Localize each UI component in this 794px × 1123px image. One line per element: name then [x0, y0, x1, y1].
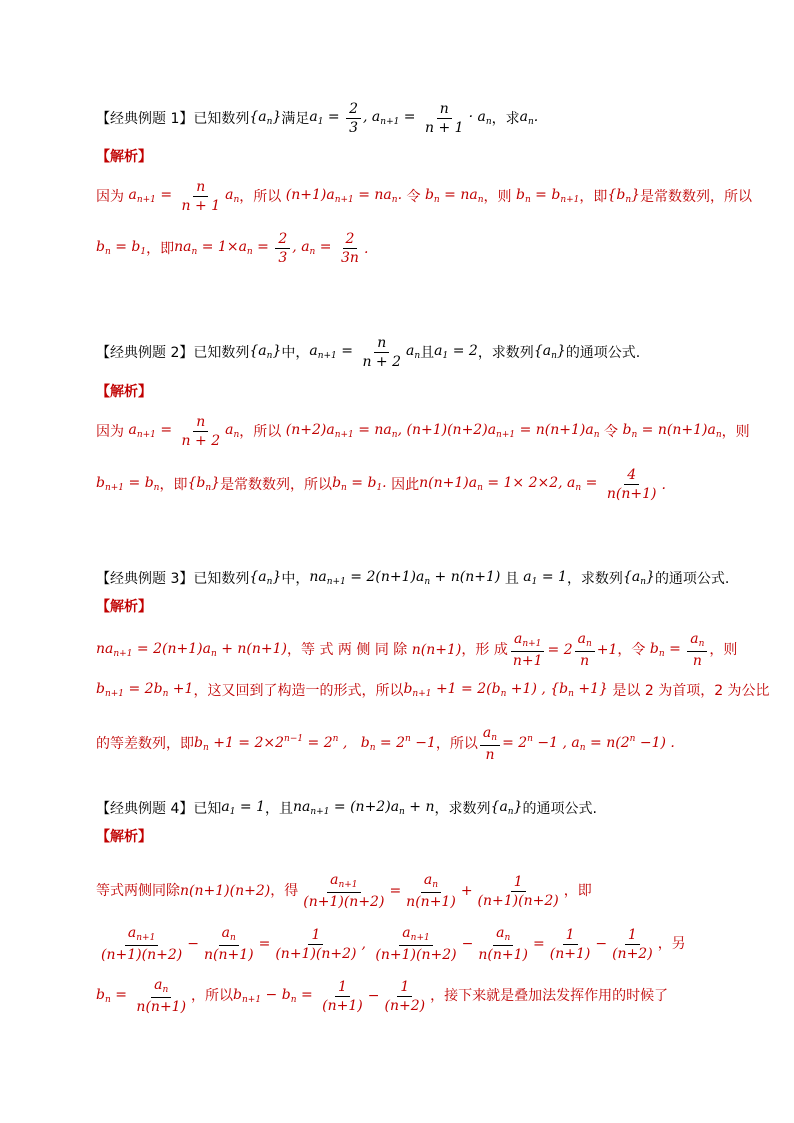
example-2-title: 【经典例题 2】	[96, 344, 194, 361]
math: $b_n = b_1$	[96, 239, 147, 257]
math: · $a_n$	[468, 109, 492, 127]
solution-text: 是常数数列，所以	[640, 188, 753, 205]
math: $b_{n+1} = 2b_n +1$	[96, 681, 194, 699]
example-1-prompt-2: 满足	[281, 110, 310, 127]
example-2-analysis-label	[96, 385, 698, 399]
math: $\{a_n\}$	[249, 343, 282, 361]
solution-text: ，接下来就是叠加法发挥作用的时候了	[430, 988, 669, 1004]
example-1-prompt-3: ，求	[491, 110, 520, 127]
math: = 2	[547, 642, 573, 658]
math: $a_{n+1}$ =	[128, 422, 177, 440]
math: $a_1 = 1$	[523, 569, 567, 587]
solution-text: ，这又回到了构造一的形式，所以	[193, 682, 404, 699]
math: +1	[596, 642, 618, 658]
example-2-prompt-4: ，求数列	[477, 344, 534, 361]
fraction: $\frac{n}{n + 1}$	[425, 101, 464, 136]
example-1-solution-line-1	[96, 179, 753, 214]
analysis-label: 【解析】	[96, 599, 152, 615]
fraction: $\frac{1}{(n+1)}$	[322, 978, 363, 1014]
solution-text: ，形 成	[461, 642, 508, 658]
example-3-prompt-4: ，求数列	[566, 570, 623, 587]
solution-text: ，则	[721, 423, 750, 440]
example-2-prompt-3: 且	[420, 344, 435, 361]
math: $\{a_n\}$	[622, 569, 655, 587]
analysis-label: 【解析】	[96, 384, 152, 400]
example-4-prompt: 已知	[193, 800, 222, 817]
solution-text: ，所以	[239, 188, 282, 205]
math: $\{b_n\}$	[607, 187, 641, 205]
math: $a_1 = 2$	[434, 343, 478, 361]
fraction: $\frac{1}{(n+2)}$	[612, 926, 653, 962]
math: , $a_n$ =	[292, 239, 336, 257]
example-1-solution-line-2	[96, 232, 698, 265]
math: n(n+1)	[411, 642, 462, 658]
fraction: $\frac{a_{n+1}}{(n+1)(n+2)}$	[303, 872, 385, 910]
math: $b_n +1 = 2\times 2^{n-1} = 2^n$ , $b_n = 2^n -1$	[194, 734, 436, 753]
math: =	[533, 936, 545, 952]
math: $a_n$	[225, 422, 240, 440]
math: $b_n = na_n$	[424, 187, 484, 205]
math: $a_n$	[225, 187, 240, 205]
solution-text: ，则	[483, 188, 512, 205]
math: .	[363, 240, 369, 257]
solution-text: 因为	[96, 423, 124, 440]
example-4-solution-line-3	[96, 978, 698, 1014]
solution-text: ，等 式 两 侧 同 除	[287, 642, 408, 658]
math: −	[595, 936, 608, 952]
math: $b_n = b_1$.	[332, 475, 392, 493]
analysis-label: 【解析】	[96, 829, 152, 845]
math: +	[460, 883, 473, 899]
example-4-prompt-4: 的通项公式.	[522, 800, 597, 817]
fraction: $\frac{a_n}{n(n+1)}$	[203, 925, 254, 963]
math: $b_{n+1} +1 = 2(b_n +1)$ , $\{b_n +1\}$	[403, 681, 613, 699]
math: −	[187, 936, 199, 952]
math: $na_{n+1} = 2(n+1)a_n + n(n+1)$	[96, 640, 288, 659]
example-4-solution-line-2	[96, 926, 698, 962]
fraction: $\frac{2}{3n}$	[340, 231, 359, 266]
solution-text: ，则	[709, 642, 738, 658]
math: n(n+1)(n+2)	[180, 883, 271, 899]
example-2-prompt-5: 的通项公式.	[565, 344, 641, 361]
fraction: $\frac{a_n}{n}$	[480, 726, 500, 762]
solution-text: ，即	[159, 476, 188, 493]
solution-text: ，所以	[239, 423, 282, 440]
example-2-solution-line-2	[96, 468, 698, 501]
fraction: $\frac{a_n}{n(n+1)}$	[478, 925, 528, 963]
solution-text: ，即	[579, 188, 608, 205]
solution-text: ，另	[657, 936, 686, 952]
math: $na_n = 1\times a_n$ =	[174, 239, 274, 257]
fraction: $\frac{1}{(n+1)(n+2)}$	[275, 926, 357, 962]
fraction: $\frac{a_n}{n(n+1)}$	[136, 977, 187, 1015]
math: $a_{n+1}$ =	[128, 187, 177, 205]
solution-text: ，令	[617, 642, 646, 658]
example-3-prompt-2: 中，	[281, 570, 310, 587]
fraction: $\frac{n}{n + 2}$	[362, 335, 402, 370]
solution-text: ，即	[146, 240, 175, 257]
solution-text: 等式两侧同除	[96, 883, 180, 899]
fraction: $\frac{2}{3}$	[275, 232, 290, 265]
fraction: $\frac{a_n}{n}$	[575, 632, 595, 668]
fraction: $\frac{a_{n+1}}{(n+1)(n+2)}$	[375, 925, 457, 963]
math: $b_{n+1} - b_n$ =	[233, 986, 318, 1005]
math: $b_n$ =	[96, 986, 132, 1005]
example-2-prompt: 已知数列	[193, 344, 250, 361]
example-4-analysis-label	[96, 830, 698, 844]
solution-text: ，所以	[191, 988, 234, 1004]
fraction: $\frac{a_n}{n(n+1)}$	[406, 872, 456, 910]
fraction: $\frac{a_{n+1}}{(n+1)(n+2)}$	[101, 925, 183, 963]
math: $a_n$	[406, 343, 421, 361]
example-4-prompt-3: ，求数列	[434, 800, 491, 817]
example-2-prompt-2: 中，	[281, 344, 310, 361]
fraction: $\frac{n}{n + 2}$	[181, 414, 221, 449]
fraction: $\frac{1}{(n+2)}$	[384, 978, 426, 1014]
solution-text: 因为	[96, 188, 124, 205]
math: −	[367, 988, 380, 1004]
solution-text: ，得	[270, 883, 299, 899]
example-3-prompt: 已知数列	[193, 570, 250, 587]
example-1-question	[96, 102, 698, 135]
math: $a_n$.	[519, 109, 539, 127]
example-1-title: 【经典例题 1】	[96, 110, 194, 127]
math: $(n+2)a_{n+1} = na_n$, $(n+1)(n+2)a_{n+1} = n(n+1)a_n$	[281, 422, 600, 440]
solution-text: 的等差数列，即	[96, 736, 194, 752]
fraction: $\frac{a_n}{n}$	[687, 632, 707, 668]
fraction: $\frac{2}{3}$	[346, 102, 361, 135]
fraction: $\frac{1}{(n+1)}$	[549, 926, 591, 962]
example-2-solution-line-1	[96, 414, 750, 449]
math: $b_{n+1} = b_n$	[96, 475, 160, 493]
fraction: $\frac{1}{(n+1)(n+2)}$	[477, 873, 559, 909]
math: $n(n+1)a_n = 1\times 2\times 2$, $a_n$ =	[419, 475, 602, 493]
math: $\{a_n\}$	[249, 109, 282, 127]
math: $\{a_n\}$	[533, 343, 566, 361]
example-1-prompt: 已知数列	[193, 110, 250, 127]
example-3-solution-line-1	[96, 631, 738, 669]
example-4-title: 【经典例题 4】	[96, 800, 194, 817]
math: $na_{n+1} = 2(n+1)a_n + n(n+1)$	[309, 569, 505, 587]
math: $b_n = b_{n+1}$	[515, 187, 580, 205]
math: −	[461, 936, 474, 952]
math: , $a_{n+1}$ =	[363, 109, 420, 127]
fraction: $\frac{4}{n(n+1)}$	[606, 467, 657, 502]
math: = $2^n -1$ , $a_n = n(2^n -1)$ .	[502, 734, 675, 753]
fraction: $\frac{a_{n+1}}{n+1}$	[512, 631, 543, 669]
math: $na_{n+1} = (n+2)a_n + n$	[293, 799, 435, 817]
example-3-analysis-label	[96, 600, 698, 614]
example-3-prompt-3: 且	[504, 570, 519, 587]
example-3-solution-line-3	[96, 726, 698, 762]
solution-text: 令	[604, 423, 619, 440]
example-3-question	[96, 569, 730, 587]
fraction: $\frac{n}{n + 1}$	[181, 179, 221, 214]
math: $a_1$ =	[309, 109, 345, 127]
math: .	[661, 476, 666, 493]
math: $\{b_n\}$	[187, 475, 221, 493]
math: =	[258, 936, 271, 952]
example-3-prompt-5: 的通项公式.	[654, 570, 730, 587]
example-4-question	[96, 800, 698, 817]
solution-text: 是常数数列，所以	[220, 476, 333, 493]
example-2-question	[96, 336, 698, 369]
math: $b_n$ =	[649, 640, 686, 659]
solution-text: 是以 2 为首项，2 为公比	[612, 682, 770, 699]
example-3-title: 【经典例题 3】	[96, 570, 194, 587]
solution-text: 因此	[391, 476, 420, 493]
math: $b_n = n(n+1)a_n$	[622, 422, 722, 440]
example-3-solution-line-2	[96, 681, 770, 699]
math: $\{a_n\}$	[490, 799, 523, 817]
solution-text: 令	[406, 188, 421, 205]
math: =	[389, 883, 402, 899]
math: $a_{n+1}$ =	[309, 343, 358, 361]
math: $a_1 = 1$	[221, 799, 265, 817]
analysis-label: 【解析】	[96, 149, 152, 165]
example-1-analysis-label	[96, 150, 698, 164]
example-4-prompt-2: ，且	[265, 800, 293, 817]
math: $\{a_n\}$	[249, 569, 282, 587]
solution-text: ，即	[563, 883, 592, 899]
math: ,	[361, 936, 371, 952]
math: $(n+1)a_{n+1} = na_n$.	[281, 187, 407, 205]
example-4-solution-line-1	[96, 873, 698, 909]
solution-text: ，所以	[435, 736, 478, 752]
